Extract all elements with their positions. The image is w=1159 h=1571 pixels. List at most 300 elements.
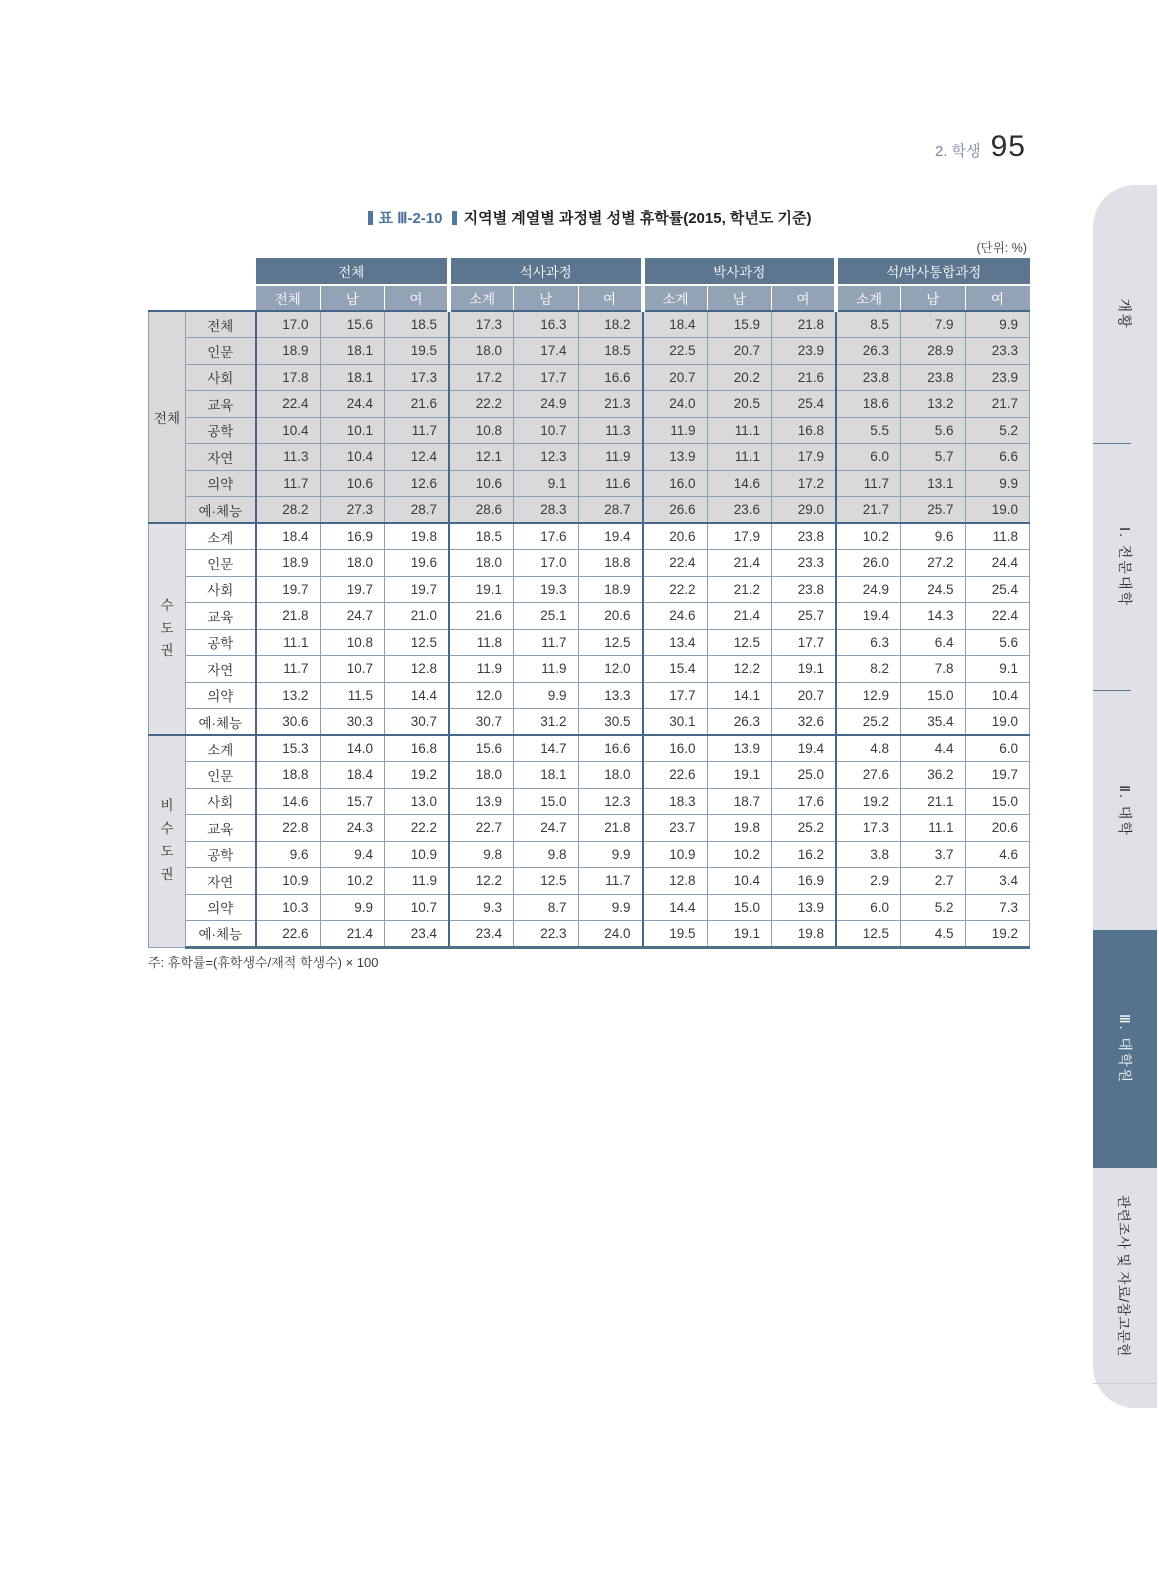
table-cell: 24.6: [643, 603, 708, 630]
table-cell: 17.3: [449, 311, 514, 338]
table-cell: 21.7: [836, 497, 901, 524]
table-cell: 10.7: [320, 656, 385, 683]
table-row: [149, 682, 1030, 709]
title-bar-icon: [452, 211, 457, 225]
table-cell: 9.8: [449, 841, 514, 868]
table-cell: 22.4: [643, 550, 708, 577]
column-header: 여: [385, 285, 450, 312]
table-cell: 20.7: [643, 364, 708, 391]
table-cell: 19.2: [965, 921, 1030, 948]
table-cell: 23.3: [965, 338, 1030, 365]
table-cell: 17.0: [514, 550, 579, 577]
table-cell: 27.3: [320, 497, 385, 524]
table-cell: 22.6: [256, 921, 321, 948]
table-cell: 18.9: [256, 338, 321, 365]
table-cell: 25.1: [514, 603, 579, 630]
row-label: 의약: [186, 470, 256, 497]
table-row: [149, 603, 1030, 630]
table-cell: 17.7: [643, 682, 708, 709]
table-cell: 9.6: [901, 523, 966, 550]
table-cell: 23.3: [772, 550, 837, 577]
table-cell: 13.2: [256, 682, 321, 709]
table-row: [149, 629, 1030, 656]
table-cell: 18.8: [578, 550, 643, 577]
table-cell: 14.4: [385, 682, 450, 709]
table-cell: 9.9: [578, 841, 643, 868]
table-cell: 10.9: [643, 841, 708, 868]
row-label: 인문: [186, 338, 256, 365]
row-label: 자연: [186, 868, 256, 895]
table-cell: 23.4: [385, 921, 450, 948]
table-row: [149, 523, 1030, 550]
table-cell: 21.4: [707, 550, 772, 577]
table-cell: 6.0: [836, 444, 901, 471]
table-cell: 11.7: [514, 629, 579, 656]
table-row: [149, 470, 1030, 497]
table-cell: 19.4: [578, 523, 643, 550]
table-cell: 12.5: [836, 921, 901, 948]
table-cell: 23.6: [707, 497, 772, 524]
table-cell: 4.6: [965, 841, 1030, 868]
table-cell: 9.9: [514, 682, 579, 709]
table-cell: 21.8: [772, 311, 837, 338]
table-cell: 8.2: [836, 656, 901, 683]
table-cell: 19.3: [514, 576, 579, 603]
table-row: [149, 894, 1030, 921]
table-cell: 10.9: [385, 841, 450, 868]
sidebar-item-label: 관련조사 및 자료/참고문헌: [1116, 1194, 1132, 1357]
table-cell: 26.6: [643, 497, 708, 524]
table-cell: 17.8: [256, 364, 321, 391]
title-bar-icon: [368, 211, 373, 225]
row-group-label: 수도권: [149, 523, 186, 735]
table-cell: 19.2: [836, 788, 901, 815]
column-group-header: 석/박사통합과정: [836, 258, 1030, 285]
table-cell: 17.9: [707, 523, 772, 550]
table-cell: 13.9: [643, 444, 708, 471]
table-cell: 18.8: [256, 762, 321, 789]
table-cell: 21.6: [772, 364, 837, 391]
table-row: [149, 417, 1030, 444]
table-cell: 19.7: [965, 762, 1030, 789]
table-cell: 24.0: [578, 921, 643, 948]
table-cell: 28.7: [578, 497, 643, 524]
table-cell: 19.4: [772, 735, 837, 762]
row-label: 소계: [186, 735, 256, 762]
table-cell: 22.2: [449, 391, 514, 418]
table-cell: 31.2: [514, 709, 579, 736]
table-cell: 20.6: [643, 523, 708, 550]
table-cell: 22.7: [449, 815, 514, 842]
table-cell: 16.8: [385, 735, 450, 762]
table-cell: 24.0: [643, 391, 708, 418]
table-cell: 18.4: [320, 762, 385, 789]
table-row: [149, 550, 1030, 577]
table-cell: 10.4: [256, 417, 321, 444]
table-cell: 5.6: [965, 629, 1030, 656]
table-cell: 11.1: [256, 629, 321, 656]
table-cell: 12.3: [578, 788, 643, 815]
table-cell: 17.6: [514, 523, 579, 550]
table-cell: 12.5: [514, 868, 579, 895]
table-cell: 9.9: [965, 470, 1030, 497]
column-header: 여: [965, 285, 1030, 312]
row-label: 예·체능: [186, 709, 256, 736]
row-label: 사회: [186, 364, 256, 391]
table-cell: 10.7: [514, 417, 579, 444]
table-cell: 7.8: [901, 656, 966, 683]
table-cell: 17.2: [772, 470, 837, 497]
table-row: [149, 735, 1030, 762]
table-cell: 12.4: [385, 444, 450, 471]
table-title-text: 지역별 계열별 과정별 성별 휴학률(2015, 학년도 기준): [463, 210, 812, 227]
table-cell: 17.6: [772, 788, 837, 815]
table-cell: 16.3: [514, 311, 579, 338]
table-cell: 11.9: [514, 656, 579, 683]
row-label: 의약: [186, 894, 256, 921]
table-cell: 7.3: [965, 894, 1030, 921]
row-label: 전체: [186, 311, 256, 338]
column-header: 남: [901, 285, 966, 312]
table-cell: 23.8: [901, 364, 966, 391]
sidebar-divider: [1093, 1383, 1157, 1384]
table-cell: 10.2: [836, 523, 901, 550]
table-cell: 12.2: [449, 868, 514, 895]
table-cell: 11.9: [385, 868, 450, 895]
table-cell: 12.9: [836, 682, 901, 709]
table-cell: 26.3: [836, 338, 901, 365]
table-title-label: 표 Ⅲ-2-10: [378, 210, 443, 227]
table-cell: 28.3: [514, 497, 579, 524]
table-cell: 10.8: [320, 629, 385, 656]
table-cell: 13.9: [707, 735, 772, 762]
table-cell: 23.8: [772, 523, 837, 550]
table-cell: 17.9: [772, 444, 837, 471]
table-row: [149, 815, 1030, 842]
table-cell: 11.7: [256, 470, 321, 497]
table-cell: 20.6: [578, 603, 643, 630]
page-number: 95: [990, 130, 1026, 163]
table-footnote: 주: 휴학률=(휴학생수/재적 학생수) × 100: [148, 955, 379, 970]
table-cell: 10.8: [449, 417, 514, 444]
table-cell: 3.7: [901, 841, 966, 868]
table-cell: 19.0: [965, 709, 1030, 736]
table-cell: 9.9: [320, 894, 385, 921]
table-cell: 22.4: [965, 603, 1030, 630]
table-cell: 19.1: [772, 656, 837, 683]
table-cell: 11.3: [578, 417, 643, 444]
row-label: 교육: [186, 391, 256, 418]
table-head: [149, 258, 1030, 311]
table-cell: 21.8: [256, 603, 321, 630]
table-cell: 18.5: [449, 523, 514, 550]
table-cell: 30.7: [449, 709, 514, 736]
table-cell: 18.3: [643, 788, 708, 815]
table-cell: 21.4: [320, 921, 385, 948]
table-cell: 16.0: [643, 735, 708, 762]
table-cell: 13.3: [578, 682, 643, 709]
table-cell: 2.7: [901, 868, 966, 895]
row-label: 사회: [186, 788, 256, 815]
table-cell: 19.1: [449, 576, 514, 603]
table-cell: 13.9: [449, 788, 514, 815]
sidebar-item-label: 개황: [1117, 298, 1133, 330]
table-cell: 22.2: [385, 815, 450, 842]
table-cell: 17.7: [514, 364, 579, 391]
table-cell: 16.8: [772, 417, 837, 444]
table-cell: 3.8: [836, 841, 901, 868]
table-cell: 9.9: [965, 311, 1030, 338]
table-cell: 21.4: [707, 603, 772, 630]
table-cell: 16.6: [578, 735, 643, 762]
row-label: 예·체능: [186, 497, 256, 524]
table-cell: 18.1: [320, 364, 385, 391]
table-cell: 19.7: [256, 576, 321, 603]
table-cell: 16.9: [320, 523, 385, 550]
table-cell: 19.1: [707, 762, 772, 789]
table-cell: 11.3: [256, 444, 321, 471]
table-cell: 4.4: [901, 735, 966, 762]
table-cell: 9.8: [514, 841, 579, 868]
column-header: 여: [772, 285, 837, 312]
table-cell: 12.3: [514, 444, 579, 471]
table-cell: 8.5: [836, 311, 901, 338]
table-cell: 18.9: [578, 576, 643, 603]
table-cell: 11.8: [965, 523, 1030, 550]
table-cell: 19.0: [965, 497, 1030, 524]
sidebar-item-graduate-school[interactable]: [1093, 930, 1157, 1168]
table-cell: 26.3: [707, 709, 772, 736]
table-cell: 14.0: [320, 735, 385, 762]
sidebar-item-university[interactable]: [1093, 691, 1157, 930]
table-cell: 24.9: [514, 391, 579, 418]
table-cell: 13.4: [643, 629, 708, 656]
table-cell: 18.0: [578, 762, 643, 789]
table-cell: 28.7: [385, 497, 450, 524]
table-row: [149, 921, 1030, 948]
table-cell: 18.5: [578, 338, 643, 365]
table-cell: 18.1: [514, 762, 579, 789]
table-cell: 18.7: [707, 788, 772, 815]
table-cell: 3.4: [965, 868, 1030, 895]
table-cell: 12.5: [707, 629, 772, 656]
table-cell: 18.4: [643, 311, 708, 338]
sidebar-item-junior-college[interactable]: [1093, 444, 1157, 690]
table-cell: 5.5: [836, 417, 901, 444]
unit-label: (단위: %): [976, 241, 1027, 255]
table-cell: 22.5: [643, 338, 708, 365]
row-label: 인문: [186, 550, 256, 577]
table-cell: 23.9: [965, 364, 1030, 391]
table-cell: 8.7: [514, 894, 579, 921]
table-cell: 12.2: [707, 656, 772, 683]
table-cell: 15.7: [320, 788, 385, 815]
table-row: [149, 656, 1030, 683]
table-cell: 6.3: [836, 629, 901, 656]
column-header: 남: [707, 285, 772, 312]
page-header: [0, 130, 1026, 164]
table-cell: 20.2: [707, 364, 772, 391]
table-cell: 21.6: [385, 391, 450, 418]
table-cell: 11.9: [578, 444, 643, 471]
table-cell: 30.5: [578, 709, 643, 736]
sidebar-item-references[interactable]: [1093, 1168, 1157, 1383]
table-cell: 17.3: [836, 815, 901, 842]
table-cell: 18.0: [449, 762, 514, 789]
table-row: [149, 576, 1030, 603]
table-cell: 19.5: [643, 921, 708, 948]
table-cell: 27.2: [901, 550, 966, 577]
table-cell: 23.7: [643, 815, 708, 842]
table-cell: 6.0: [836, 894, 901, 921]
table-cell: 12.6: [385, 470, 450, 497]
table-cell: 25.2: [772, 815, 837, 842]
row-label: 소계: [186, 523, 256, 550]
table-cell: 17.0: [256, 311, 321, 338]
table-cell: 14.7: [514, 735, 579, 762]
table-cell: 15.6: [449, 735, 514, 762]
table-cell: 10.1: [320, 417, 385, 444]
table-cell: 13.9: [772, 894, 837, 921]
table-cell: 15.0: [901, 682, 966, 709]
table-cell: 16.2: [772, 841, 837, 868]
column-header: 전체: [256, 285, 321, 312]
table-cell: 18.0: [320, 550, 385, 577]
row-label: 교육: [186, 815, 256, 842]
section-label: 2. 학생: [934, 143, 981, 160]
table-cell: 14.4: [643, 894, 708, 921]
table-cell: 9.3: [449, 894, 514, 921]
table-cell: 19.8: [385, 523, 450, 550]
row-label: 자연: [186, 444, 256, 471]
table-cell: 14.3: [901, 603, 966, 630]
column-header: 소계: [836, 285, 901, 312]
table-cell: 10.4: [320, 444, 385, 471]
table-cell: 17.3: [385, 364, 450, 391]
table-cell: 6.4: [901, 629, 966, 656]
table-cell: 21.1: [901, 788, 966, 815]
table-cell: 13.0: [385, 788, 450, 815]
column-group-header: 석사과정: [449, 258, 643, 285]
table-cell: 13.1: [901, 470, 966, 497]
table-cell: 5.2: [901, 894, 966, 921]
table-cell: 22.2: [643, 576, 708, 603]
table-cell: 19.8: [772, 921, 837, 948]
table-row: [149, 709, 1030, 736]
table-cell: 18.4: [256, 523, 321, 550]
table-cell: 19.7: [320, 576, 385, 603]
table-cell: 23.8: [772, 576, 837, 603]
column-header: 소계: [643, 285, 708, 312]
table-cell: 20.7: [707, 338, 772, 365]
table-cell: 18.5: [385, 311, 450, 338]
table-cell: 14.1: [707, 682, 772, 709]
table-cell: 21.7: [965, 391, 1030, 418]
sidebar-nav: [1093, 185, 1157, 1408]
table-cell: 32.6: [772, 709, 837, 736]
table-cell: 23.8: [836, 364, 901, 391]
table-cell: 16.6: [578, 364, 643, 391]
table-cell: 24.7: [514, 815, 579, 842]
table-cell: 15.3: [256, 735, 321, 762]
row-label: 공학: [186, 629, 256, 656]
table-body: [149, 311, 1030, 947]
table-cell: 10.9: [256, 868, 321, 895]
table-cell: 11.1: [707, 444, 772, 471]
table-cell: 10.7: [385, 894, 450, 921]
table-cell: 25.0: [772, 762, 837, 789]
column-group-header: 전체: [256, 258, 450, 285]
table-cell: 10.4: [965, 682, 1030, 709]
table-cell: 21.6: [449, 603, 514, 630]
table-cell: 36.2: [901, 762, 966, 789]
table-cell: 21.2: [707, 576, 772, 603]
table-cell: 10.2: [320, 868, 385, 895]
table-cell: 19.2: [385, 762, 450, 789]
table-cell: 25.7: [901, 497, 966, 524]
table-cell: 14.6: [256, 788, 321, 815]
table-cell: 11.7: [578, 868, 643, 895]
table-cell: 15.0: [514, 788, 579, 815]
table-cell: 6.6: [965, 444, 1030, 471]
table-cell: 11.7: [256, 656, 321, 683]
table-row: [149, 868, 1030, 895]
table-cell: 9.4: [320, 841, 385, 868]
table-cell: 9.9: [578, 894, 643, 921]
table-cell: 12.5: [385, 629, 450, 656]
table-cell: 23.9: [772, 338, 837, 365]
table-cell: 4.5: [901, 921, 966, 948]
table-cell: 10.4: [707, 868, 772, 895]
table-cell: 5.7: [901, 444, 966, 471]
row-label: 예·체능: [186, 921, 256, 948]
column-header: 남: [320, 285, 385, 312]
row-label: 교육: [186, 603, 256, 630]
table-cell: 15.0: [965, 788, 1030, 815]
table-cell: 28.9: [901, 338, 966, 365]
table-cell: 22.4: [256, 391, 321, 418]
table-cell: 21.3: [578, 391, 643, 418]
table-cell: 24.9: [836, 576, 901, 603]
table-cell: 11.1: [707, 417, 772, 444]
row-label: 의약: [186, 682, 256, 709]
table-cell: 15.4: [643, 656, 708, 683]
table-cell: 2.9: [836, 868, 901, 895]
table-cell: 20.6: [965, 815, 1030, 842]
table-cell: 12.8: [385, 656, 450, 683]
table-cell: 18.1: [320, 338, 385, 365]
table-cell: 7.9: [901, 311, 966, 338]
table-cell: 19.6: [385, 550, 450, 577]
table-cell: 13.2: [901, 391, 966, 418]
row-group-label: 비수도권: [149, 735, 186, 947]
table-cell: 17.7: [772, 629, 837, 656]
sidebar-item-overview[interactable]: [1093, 185, 1157, 443]
table-cell: 12.0: [449, 682, 514, 709]
sidebar-item-label: Ⅰ. 전문대학: [1117, 526, 1134, 608]
table-row: [149, 497, 1030, 524]
table-cell: 19.8: [707, 815, 772, 842]
table-cell: 17.2: [449, 364, 514, 391]
table-cell: 18.6: [836, 391, 901, 418]
table-cell: 22.8: [256, 815, 321, 842]
table-cell: 30.3: [320, 709, 385, 736]
table-cell: 24.3: [320, 815, 385, 842]
table-cell: 21.8: [578, 815, 643, 842]
table-cell: 9.1: [965, 656, 1030, 683]
table-cell: 28.2: [256, 497, 321, 524]
table-cell: 10.2: [707, 841, 772, 868]
